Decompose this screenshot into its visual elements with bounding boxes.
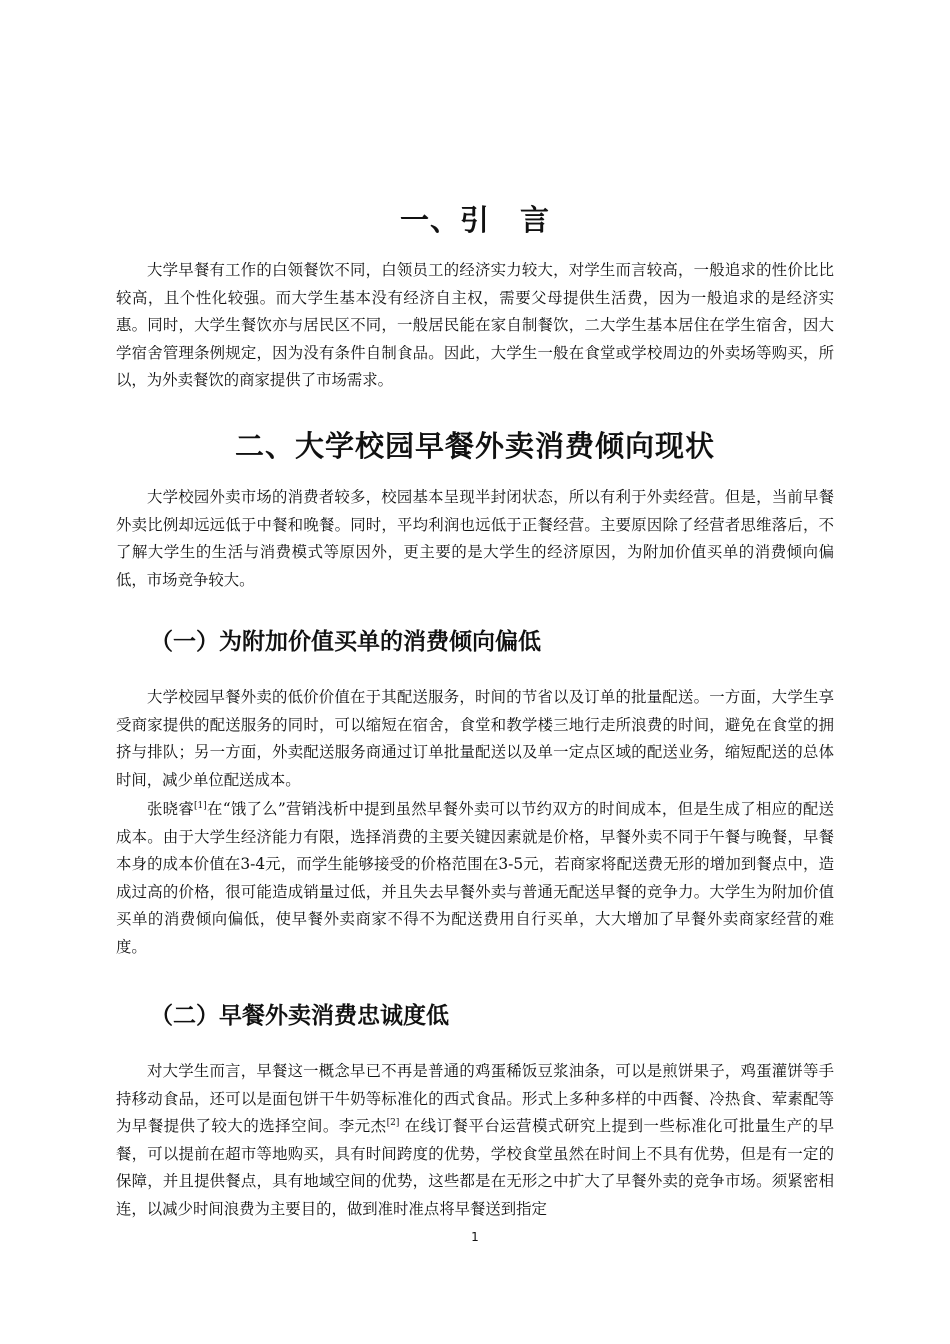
paragraph-2-text: 在“饿了么”营销浅析中提到虽然早餐外卖可以节约双方的时间成本，但是生成了相应的配送成本。由于大学生经济能力有限，选择消费的主要关键因素就是价格，早餐外卖不同于午餐与晚餐，早餐本身的成本价值在3-4元，而学生能够接受的价格范围在3-5元，若商家将配送费无形的增加到餐点中，造成过高的价格，很可能造成销量过低，并且失去早餐外卖与普通无配送早餐的竞争力。大学生为附加价值买单的消费倾向偏低，使早餐外卖商家不得不为配送费用自行买单，大大增加了早餐外卖商家经营的难度。 [116,800,834,956]
page-number: 1 [471,1230,479,1244]
low-loyalty-paragraph [116,1058,834,1224]
citation-2: [2] [386,1118,400,1129]
loyalty-text-before: 对大学生而言，早餐这一概念早已不再是普通的鸡蛋稀饭豆浆油条，可以是煎饼果子，鸡蛋灌饼等手持移动食品，还可以是面包饼干牛奶等标准化的西式食品。形式上多种多样的中西餐、冷热食、荤素配等为早餐提供了较大的选择空间。李元杰 [116,1062,834,1136]
low-value-paragraph-2 [116,796,834,962]
loyalty-text-after: 在线订餐平台运营模式研究上提到一些标准化可批量生产的早餐，可以提前在超市等地购买，具有时间跨度的优势，学校食堂虽然在时间上不具有优势，但是有一定的保障，并且提供餐点，具有地域空间的优势，这些都是在无形之中扩大了早餐外卖的竞争市场。须紧密相连，以减少时间浪费为主要目的，做到准时准点将早餐送到指定 [116,1117,834,1218]
subsection-title-low-loyalty: （二）早餐外卖消费忠诚度低 [150,1003,449,1029]
low-value-paragraph-1: 大学校园早餐外卖的低价价值在于其配送服务，时间的节省以及订单的批量配送。一方面，大学生享受商家提供的配送服务的同时，可以缩短在宿舍，食堂和教学楼三地行走所浪费的时间，避免在食堂的拥挤与排队；另一方面，外卖配送服务商通过订单批量配送以及单一定点区域的配送业务，缩短配送的总体时间，减少单位配送成本。 [116,688,834,789]
status-paragraph: 大学校园外卖市场的消费者较多，校园基本呈现半封闭状态，所以有利于外卖经营。但是，当前早餐外卖比例却远远低于中餐和晚餐。同时，平均利润也远低于正餐经营。主要原因除了经营者思维落后，不了解大学生的生活与消费模式等原因外，更主要的是大学生的经济原因，为附加价值买单的消费倾向偏低，市场竞争较大。 [116,488,834,589]
section-title-introduction: 一、引 言 [399,203,550,237]
section-title-current-status: 二、大学校园早餐外卖消费倾向现状 [234,429,715,463]
citation-1: [1] [194,800,207,811]
intro-paragraph: 大学早餐有工作的白领餐饮不同，白领员工的经济实力较大，对学生而言较高，一般追求的性价比比较高，且个性化较强。而大学生基本没有经济自主权，需要父母提供生活费，因为一般追求的是经济实惠。同时，大学生餐饮亦与居民区不同，一般居民能在家自制餐饮，二大学生基本居住在学生宿舍，因大学宿舍管理条例规定，因为没有条件自制食品。因此，大学生一般在食堂或学校周边的外卖场等购买，所以，为外卖餐饮的商家提供了市场需求。 [116,261,834,390]
author-zhang: 张晓睿 [147,800,194,818]
subsection-title-low-value-tendency: （一）为附加价值买单的消费倾向偏低 [150,629,541,655]
